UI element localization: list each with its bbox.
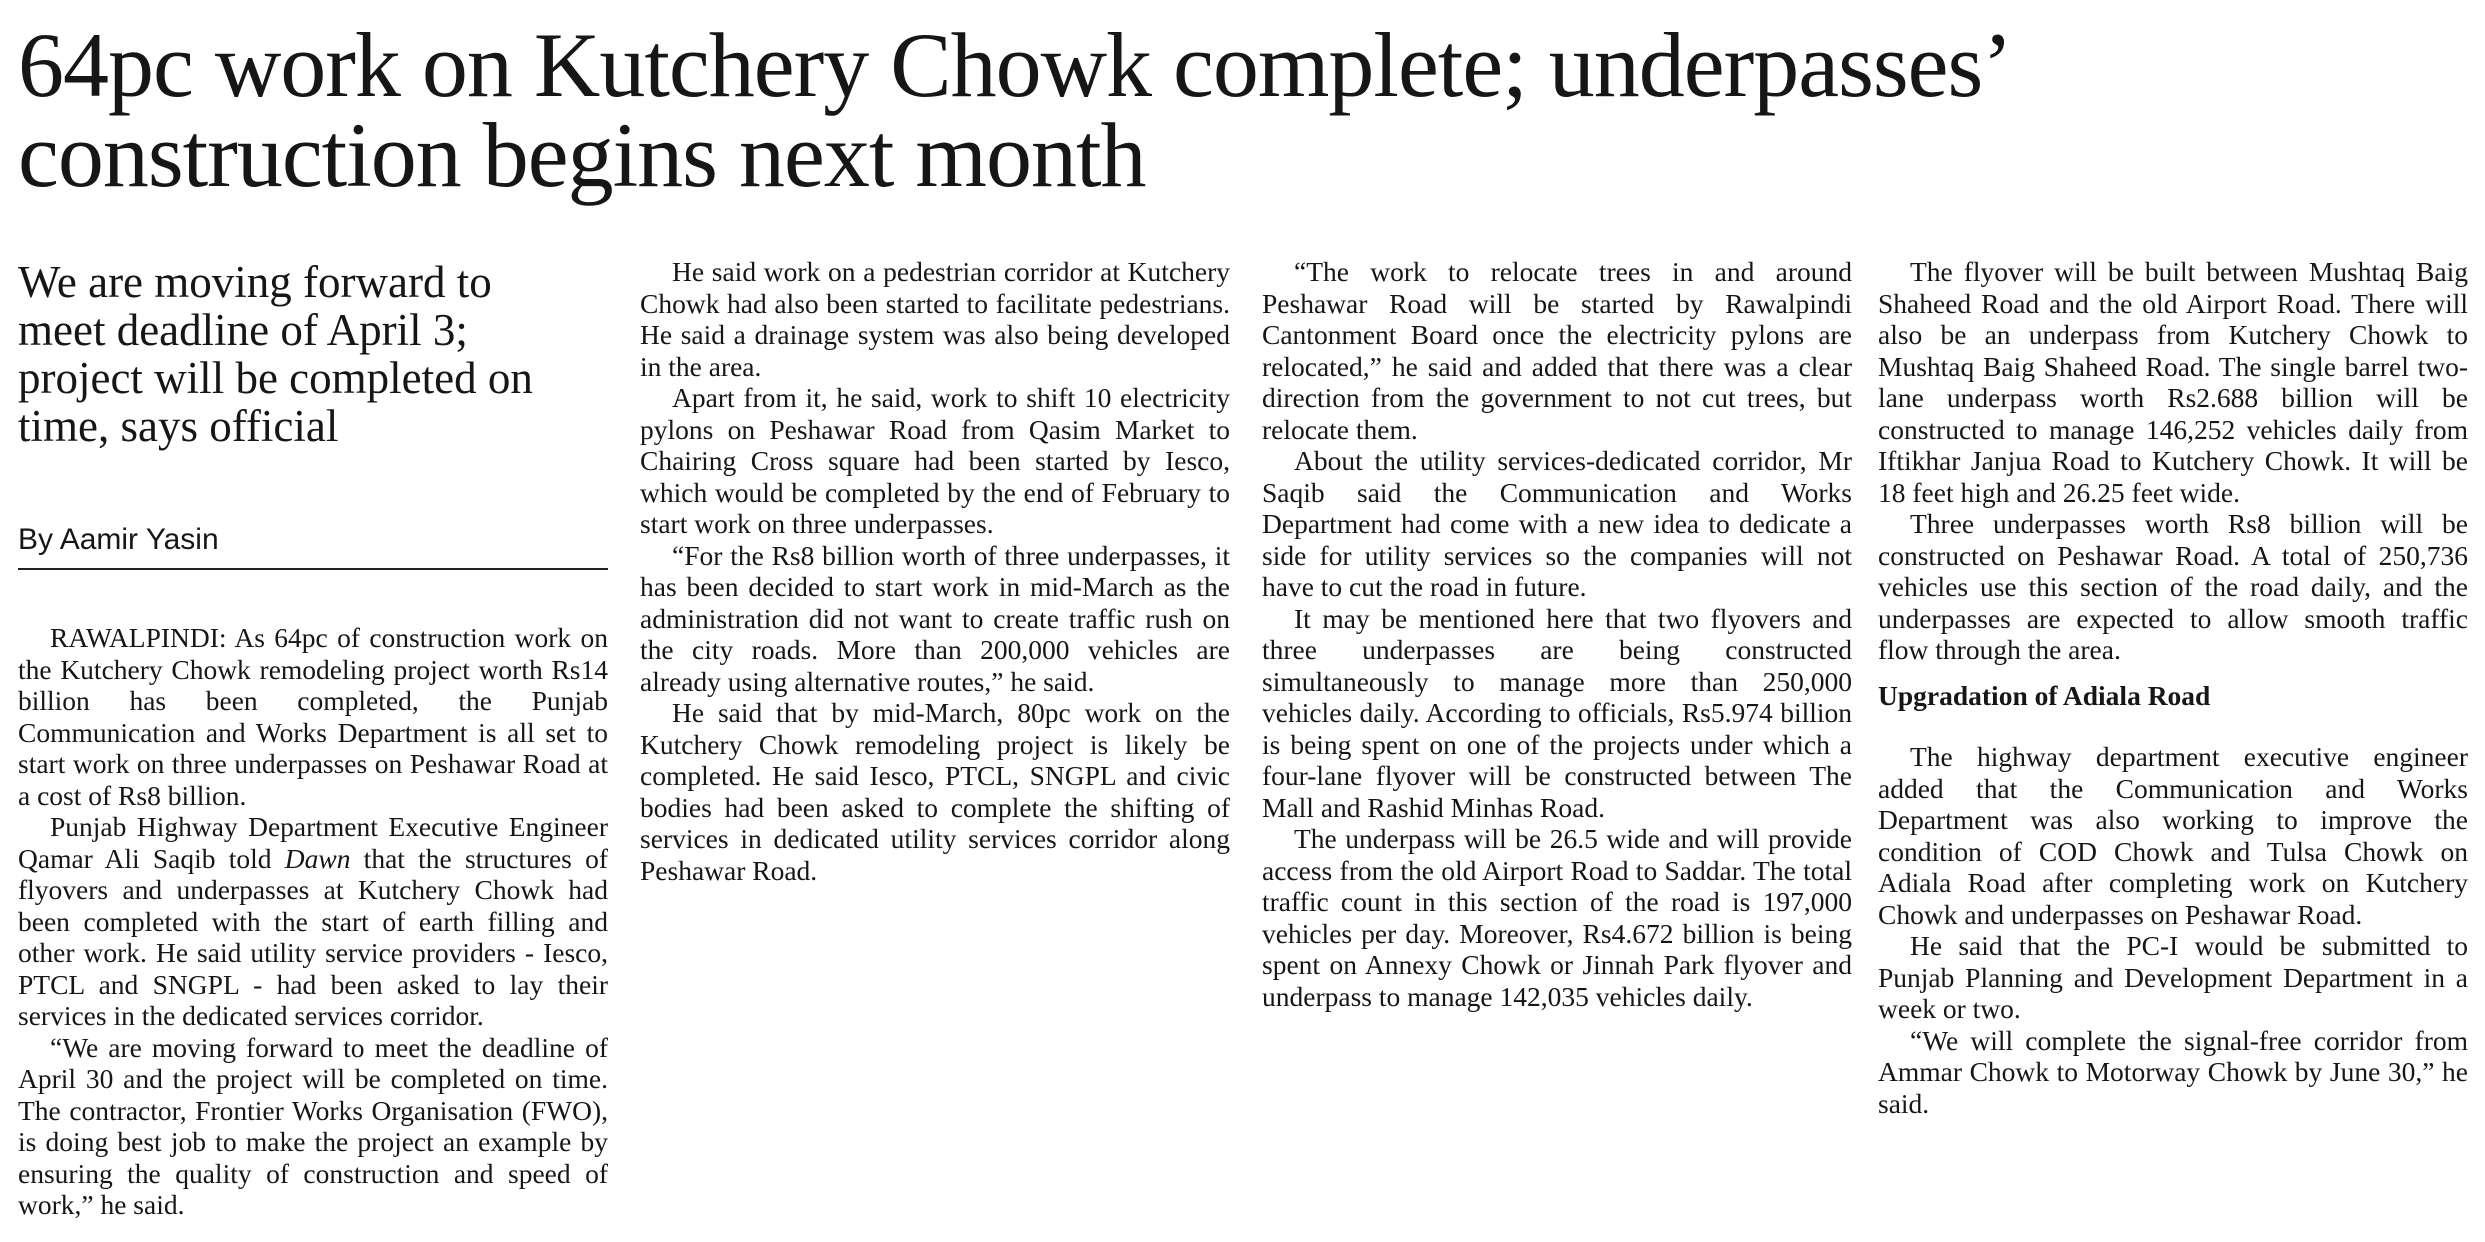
publication-name: Dawn [284, 842, 351, 874]
paragraph-15: He said that the PC-I would be submitted to Punjab Planning and Development Department in a week or two. [1878, 930, 2468, 1024]
paragraph-3: “We are moving forward to meet the deadline of April 30 and the project will be completed on time. The contractor, Frontier Works Organisation (FWO), is doing best job to make the project an example by ensuring the quality of construction and speed of work,” he said. [18, 1031, 608, 1220]
paragraph-10: It may be mentioned here that two flyovers and three underpasses are being constructed simultaneously to manage more than 250,000 vehicles daily. According to officials, Rs5.974 billion is being spent on one of the projects under which a four-lane flyover will be constructed between The Mall and Rashid Minhas Road. [1262, 602, 1852, 823]
article-column-2 [640, 256, 1230, 886]
paragraph-16: “We will complete the signal-free corridor from Ammar Chowk to Motorway Chowk by June 30,” he said. [1878, 1024, 2468, 1119]
article-column-4 [1878, 256, 2468, 1119]
paragraph-2: Punjab Highway Department Executive Engineer Qamar Ali Saqib told Dawn that the structures of flyovers and underpasses at Kutchery Chowk had been completed with the start of earth filling and other work. He said utility service providers - Iesco, PTCL and SNGPL - had been asked to lay their services in the dedicated services corridor. [18, 811, 608, 1031]
article-column-3 [1262, 256, 1852, 1012]
paragraph-8: “The work to relocate trees in and around Peshawar Road will be started by Rawalpindi Cantonment Board once the electricity pylons are relocated,” he said and added that there was a clear direction from the government to not cut trees, but relocate them. [1262, 256, 1852, 445]
headline-line-2: construction begins next month [18, 104, 1146, 206]
paragraph-7: He said that by mid-March, 80pc work on the Kutchery Chowk remodeling project is likely be completed. He said Iesco, PTCL, SNGPL and civic bodies had been asked to complete the shifting of services in dedicated utility services corridor along Peshawar Road. [640, 697, 1230, 886]
headline-line-1: 64pc work on Kutchery Chowk complete; underpasses’ [18, 14, 2012, 116]
paragraph-9: About the utility services-dedicated corridor, Mr Saqib said the Communication and Works Department had come with a new idea to dedicate a side for utility services so the companies will not have to cut the road in future. [1262, 445, 1852, 602]
headline [18, 14, 2468, 206]
article-column-1 [18, 250, 608, 1221]
byline: By Aamir Yasin [18, 522, 608, 570]
paragraph-14: The highway department executive engineer added that the Communication and Works Department was also working to improve the condition of COD Chowk and Tulsa Chowk on Adiala Road after completing work on Kutchery Chowk and underpasses on Peshawar Road. [1878, 741, 2468, 930]
paragraph-5: Apart from it, he said, work to shift 10 electricity pylons on Peshawar Road from Qasim Market to Chairing Cross square had been started by Iesco, which would be completed by the end of February to start work on three underpasses. [640, 382, 1230, 539]
deck: We are moving forward to meet deadline of April 3; project will be completed on time, says official [18, 257, 533, 451]
paragraph-6: “For the Rs8 billion worth of three underpasses, it has been decided to start work in mid-March as the administration did not want to create traffic rush on the city roads. More than 200,000 vehicles are already using alternative routes,” he said. [640, 539, 1230, 697]
paragraph-1: RAWALPINDI: As 64pc of construction work on the Kutchery Chowk remodeling project worth Rs14 billion has been completed, the Punjab Communication and Works Department is all set to start work on three underpasses on Peshawar Road at a cost of Rs8 billion. [18, 622, 608, 811]
dateline: RAWALPINDI [50, 622, 219, 653]
paragraph-4: He said work on a pedestrian corridor at Kutchery Chowk had also been started to facilitate pedestrians. He said a drainage system was also being developed in the area. [640, 256, 1230, 382]
paragraph-12: The flyover will be built between Mushtaq Baig Shaheed Road and the old Airport Road. There will also be an underpass from Kutchery Chowk to Mushtaq Baig Shaheed Road. The single barrel two-lane underpass worth Rs2.688 billion will be constructed to manage 146,252 vehicles daily from Iftikhar Janjua Road to Kutchery Chowk. It will be 18 feet high and 26.25 feet wide. [1878, 256, 2468, 508]
paragraph-11: The underpass will be 26.5 wide and will provide access from the old Airport Road to Saddar. The total traffic count in this section of the road is 197,000 vehicles per day. Moreover, Rs4.672 billion is being spent on Annexy Chowk or Jinnah Park flyover and underpass to manage 142,035 vehicles daily. [1262, 823, 1852, 1012]
subhead: Upgradation of Adiala Road [1878, 679, 2211, 711]
paragraph-13: Three underpasses worth Rs8 billion will be constructed on Peshawar Road. A total of 250,736 vehicles use this section of the road daily, and the underpasses are expected to allow smooth traffic flow through the area. [1878, 508, 2468, 665]
